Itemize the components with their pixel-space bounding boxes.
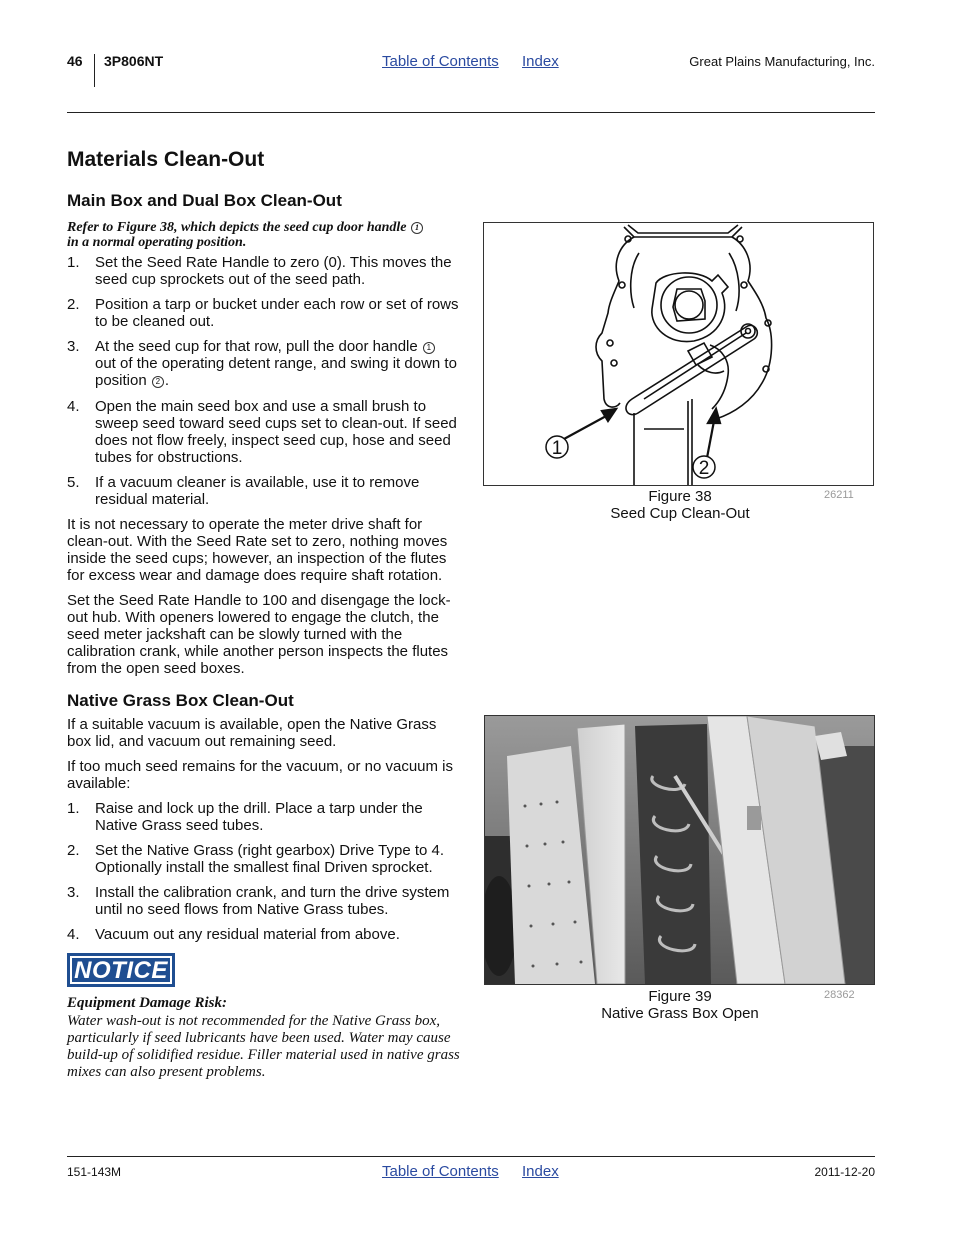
notice-badge: NOTICE [67, 953, 175, 987]
native-grass-photo [485, 716, 874, 984]
figure-38-caption: Figure 38 Seed Cup Clean-Out [610, 488, 750, 522]
callout-1-text: 1 [551, 438, 563, 459]
callout-1-icon: 1 [423, 342, 435, 354]
figure-39-caption: Figure 39 Native Grass Box Open [601, 988, 759, 1022]
doc-number: 151-143M [67, 1165, 122, 1179]
page-number: 46 [67, 53, 83, 69]
list-item: 2. Position a tarp or bucket under each row or set of rows to be cleaned out. [67, 296, 459, 330]
figure-38-image [483, 222, 874, 486]
native-grass-paragraph-2: If too much seed remains for the vacuum, or no vacuum is available: [67, 758, 454, 792]
notice-title: Equipment Damage Risk: [67, 995, 228, 1011]
header-index-link[interactable]: Index [522, 53, 559, 70]
header-rule [67, 112, 875, 113]
native-grass-heading: Native Grass Box Clean-Out [67, 691, 294, 710]
list-item: 1. Raise and lock up the drill. Place a tarp under the Native Grass seed tubes. [67, 800, 423, 834]
footer-toc-link[interactable]: Table of Contents [382, 1163, 499, 1180]
list-item: 3. Install the calibration crank, and turn the drive system until no seed flows from Native Grass tubes. [67, 884, 450, 918]
list-item: 4. Vacuum out any residual material from above. [67, 926, 400, 943]
doc-date: 2011-12-20 [814, 1165, 875, 1179]
list-item: 5. If a vacuum cleaner is available, use it to remove residual material. [67, 474, 420, 508]
callout-1-icon: 1 [411, 222, 423, 234]
seed-cup-drawing [484, 223, 873, 485]
main-box-heading: Main Box and Dual Box Clean-Out [67, 191, 342, 210]
header-toc-link[interactable]: Table of Contents [382, 53, 499, 70]
main-box-paragraph-1: It is not necessary to operate the meter drive shaft for clean-out. With the Seed Rate set to zero, nothing moves inside the seed cups; however, an inspection of the flutes for excess wear and damage does require shaft rotation. [67, 516, 448, 584]
main-box-intro: Refer to Figure 38, which depicts the seed cup door handle 1 in a normal operating position. [67, 220, 459, 250]
callout-2-text: 2 [698, 458, 710, 479]
section-title: Materials Clean-Out [67, 148, 265, 171]
main-box-paragraph-2: Set the Seed Rate Handle to 100 and disengage the lock-out hub. With openers lowered to engage the clutch, the seed meter jackshaft can be slowly turned with the calibration crank, while another person inspects the flutes from the open seed boxes. [67, 592, 451, 677]
native-grass-paragraph-1: If a suitable vacuum is available, open the Native Grass box lid, and vacuum out remaining seed. [67, 716, 437, 750]
figure-38-number: 26211 [824, 489, 854, 501]
footer-index-link[interactable]: Index [522, 1163, 559, 1180]
list-item: 2. Set the Native Grass (right gearbox) Drive Type to 4. Optionally install the smallest final Driven sprocket. [67, 842, 445, 876]
list-item: 3. At the seed cup for that row, pull the door handle 1 out of the operating detent range, and swing it down to position 2 . [67, 338, 457, 389]
list-item: 1. Set the Seed Rate Handle to zero (0). This moves the seed cup sprockets out of the seed path. [67, 254, 452, 288]
company-name: Great Plains Manufacturing, Inc. [689, 54, 875, 69]
footer-rule [67, 1156, 875, 1157]
model-name: 3P806NT [104, 53, 164, 69]
list-item: 4. Open the main seed box and use a small brush to sweep seed toward seed cups set to clean-out. If seed does not flow freely, inspect seed cup, hose and seed tubes for obstructions. [67, 398, 457, 466]
notice-body: Water wash-out is not recommended for the Native Grass box, particularly if seed lubricants have been used. Water may cause build-up of solidified residue. Filler material used in native grass mixes can also present problems. [67, 1013, 460, 1080]
callout-2-icon: 2 [152, 376, 164, 388]
header-divider [94, 54, 95, 87]
figure-39-image [484, 715, 875, 985]
figure-39-number: 28362 [824, 989, 855, 1001]
